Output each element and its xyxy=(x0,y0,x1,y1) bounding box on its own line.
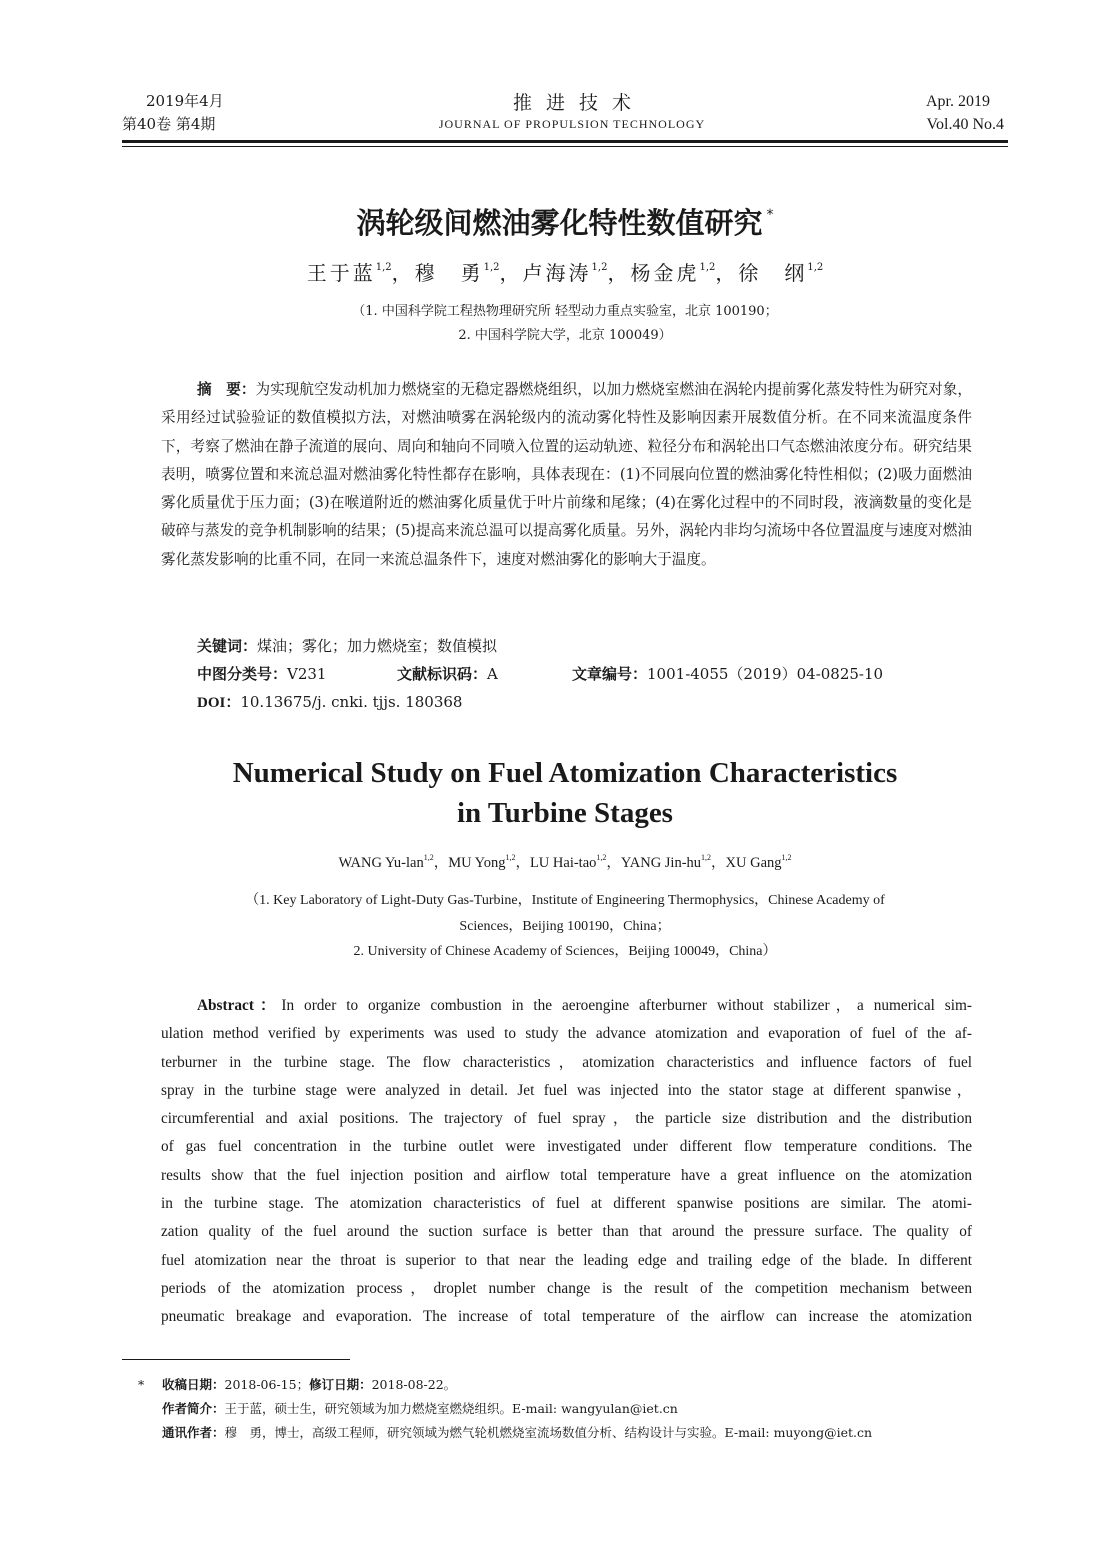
author-cn: 徐 纲 xyxy=(738,261,808,285)
header-rule-thin xyxy=(122,146,1008,147)
title-en-line: Numerical Study on Fuel Atomization Characteristics xyxy=(232,757,898,789)
journal-name xyxy=(400,90,744,132)
revised-label: 修订日期： xyxy=(309,1377,372,1392)
article-no-value: 1001-4055（2019）04-0825-10 xyxy=(647,665,884,683)
author-affiliation-mark: 1,2 xyxy=(699,262,716,273)
received-label: 收稿日期： xyxy=(162,1377,225,1392)
abstract-en-line: pneumatic breakage and evaporation. The increase of total temperature of the airflow can increase the atomization xyxy=(161,1308,972,1326)
author-affiliation-mark: 1,2 xyxy=(701,853,712,862)
footnote-star: * xyxy=(138,1377,145,1392)
abstract-en-line: results show that the fuel injection position and airflow total temperature have a great influence on the atomization xyxy=(161,1166,972,1184)
author-cn: 卢海涛 xyxy=(522,261,592,285)
doc-code-value: A xyxy=(487,665,498,683)
affiliation-en-line: （1. Key Laboratory of Light-Duty Gas-Turbine，Institute of Engineering Thermophysics，Chinese Academy of xyxy=(245,893,885,908)
title-cn xyxy=(122,195,1008,243)
author-affiliation-mark: 1,2 xyxy=(423,853,434,862)
author-affiliation-mark: 1,2 xyxy=(591,262,608,273)
abstract-en-line: circumferential and axial positions. The trajectory of fuel spray，the particle size distribution and the distribution xyxy=(161,1110,972,1128)
abstract-en-line: of gas fuel concentration in the turbine outlet were investigated under different flow temperature conditions. The xyxy=(161,1138,972,1156)
author-affiliation-mark: 1,2 xyxy=(375,262,392,273)
affiliation-en-line: Sciences，Beijing 100190，China； xyxy=(459,918,671,934)
keywords-cn xyxy=(197,632,997,660)
bio-label: 作者简介： xyxy=(162,1401,225,1416)
title-en-line: in Turbine Stages xyxy=(457,797,673,829)
author-cn: 穆 勇 xyxy=(414,261,484,285)
abstract-en-line: periods of the atomization process，droplet number change is the result of the competition mechanism between xyxy=(161,1279,972,1297)
affiliations-cn xyxy=(122,300,1008,348)
author-affiliation-mark: 1,2 xyxy=(596,853,607,862)
header-rule-thick xyxy=(122,140,1008,143)
author-en: YANG Jin-hu xyxy=(620,855,702,871)
author-en: XU Gang xyxy=(725,855,782,871)
corresponding-value: 穆 勇，博士，高级工程师，研究领域为燃气轮机燃烧室流场数值分析、结构设计与实验。E-mail: muyong@iet.cn xyxy=(224,1425,873,1440)
author-en: MU Yong xyxy=(448,855,506,871)
journal-issue-en xyxy=(804,90,1004,136)
abstract-cn xyxy=(161,376,972,574)
corresponding-label: 通讯作者： xyxy=(162,1425,225,1440)
title-footnote-mark: * xyxy=(766,207,774,223)
footnote-corresponding xyxy=(162,1420,1062,1445)
affiliation-cn-line: 2. 中国科学院大学，北京 100049） xyxy=(458,328,672,343)
doi-label: DOI： xyxy=(197,695,241,711)
abstract-en-line: zation quality of the fuel around the suction surface is better than that around the pressure surface. The quality of xyxy=(161,1223,972,1241)
keywords-text: 煤油；雾化；加力燃烧室；数值模拟 xyxy=(257,637,498,655)
journal-name-en: JOURNAL OF PROPULSION TECHNOLOGY xyxy=(438,117,706,131)
article-no-label: 文章编号： xyxy=(572,665,648,683)
author-en: WANG Yu-lan xyxy=(338,855,424,871)
doc-code-label: 文献标识码： xyxy=(397,665,488,683)
date-cn: 2019年4月 xyxy=(146,92,224,110)
doi-line xyxy=(197,688,997,717)
author-affiliation-mark: 1,2 xyxy=(781,853,792,862)
author-affiliation-mark: 1,2 xyxy=(505,853,516,862)
doi-value: 10.13675/j. cnki. tjjs. 180368 xyxy=(240,693,463,711)
authors-en: WANG Yu-lan$^{1,2}$，MU Yong$^{1,2}$，LU Hai-tao$^{1,2}$，YANG Jin-hu$^{1,2}$，XU Gang$^{1,2}$ xyxy=(338,853,792,871)
affiliation-en-line: 2. University of Chinese Academy of Sciences，Beijing 100049，China） xyxy=(353,944,777,959)
volume-cn: 第40卷 第4期 xyxy=(122,115,216,133)
author-en: LU Hai-tao xyxy=(529,855,597,871)
author-affiliation-mark: 1,2 xyxy=(483,262,500,273)
author-cn: 王于蓝 xyxy=(306,261,376,285)
footnote-rule xyxy=(122,1359,350,1360)
title-cn-text: 涡轮级间燃油雾化特性数值研究 xyxy=(356,206,763,240)
abstract-en-line: fuel atomization near the throat is superior to that near the leading edge and trailing edge of the blade. In different xyxy=(161,1251,972,1269)
date-en: Apr. 2019 xyxy=(926,93,990,110)
abstract-en-line xyxy=(161,992,972,1020)
journal-name-cn: 推进技术 xyxy=(512,92,645,114)
affiliation-cn-line: （1. 中国科学院工程热物理研究所 轻型动力重点实验室，北京 100190； xyxy=(352,304,778,319)
abstract-en-label: Abstract： xyxy=(197,997,282,1014)
abstract-en-line: in the turbine stage. The atomization characteristics of fuel at different spanwise positions are similar. The atomi- xyxy=(161,1195,972,1213)
revised-value: 2018-08-22。 xyxy=(371,1377,457,1392)
abstract-cn-text: 为实现航空发动机加力燃烧室的无稳定器燃烧组织，以加力燃烧室燃油在涡轮内提前雾化蒸发特性为研究对象，采用经过试验验证的数值模拟方法，对燃油喷雾在涡轮级内的流动雾化特性及影响因素开展数值分析。在不同来流温度条件下，考察了燃油在静子流道的展向、周向和轴向不同喷入位置的运动轨迹、粒径分布和涡轮出口气态燃油浓度分布。研究结果表明，喷雾位置和来流总温对燃油雾化特性都存在影响，具体表现在：(1)不同展向位置的燃油雾化特性相似；(2)吸力面燃油雾化质量优于压力面；(3)在喉道附近的燃油雾化质量优于叶片前缘和尾缘；(4)在雾化过程中的不同时段，液滴数量的变化是破碎与蒸发的竞争机制影响的结果；(5)提高来流总温可以提高雾化质量。另外，涡轮内非均匀流场中各位置温度与速度对燃油雾化蒸发影响的比重不同，在同一来流总温条件下，速度对燃油雾化的影响大于温度。 xyxy=(161,381,972,568)
title-en xyxy=(122,753,1008,833)
keywords-label: 关键词： xyxy=(197,637,258,655)
affiliations-en xyxy=(180,888,950,965)
abstract-en-line: spray in the turbine stage were analyzed in detail. Jet fuel was injected into the stator stage at different spanwise， xyxy=(161,1081,972,1099)
abstract-en-line: ulation method verified by experiments was used to study the advance atomization and evaporation of fuel of the af- xyxy=(161,1025,972,1043)
abstract-en-text: In order to organize combustion in the aeroengine afterburner without stabilizer，a numerical sim- xyxy=(281,997,972,1014)
abstract-cn-label: 摘 要： xyxy=(197,381,256,398)
volume-en: Vol.40 No.4 xyxy=(926,116,1004,133)
bio-value: 王于蓝，硕士生，研究领域为加力燃烧室燃烧组织。E-mail: wangyulan@iet.cn xyxy=(224,1401,678,1416)
journal-issue-cn xyxy=(122,90,322,136)
footnote-author-bio xyxy=(162,1396,1062,1421)
clc-value: V231 xyxy=(287,665,327,683)
received-value: 2018-06-15； xyxy=(224,1377,310,1392)
classification-line xyxy=(197,660,997,688)
clc-label: 中图分类号： xyxy=(197,665,288,683)
author-cn: 杨金虎 xyxy=(630,261,700,285)
author-affiliation-mark: 1,2 xyxy=(807,262,824,273)
abstract-en-line: terburner in the turbine stage. The flow characteristics，atomization characteristics and influence factors of fuel xyxy=(161,1053,972,1071)
authors-cn: 王于蓝$^{1,2}$，穆 勇$^{1,2}$，卢海涛$^{1,2}$，杨金虎$^{1,2}$，徐 纲$^{1,2}$ xyxy=(306,261,824,285)
abstract-en xyxy=(161,992,972,1332)
footnote-dates xyxy=(138,1372,1038,1397)
